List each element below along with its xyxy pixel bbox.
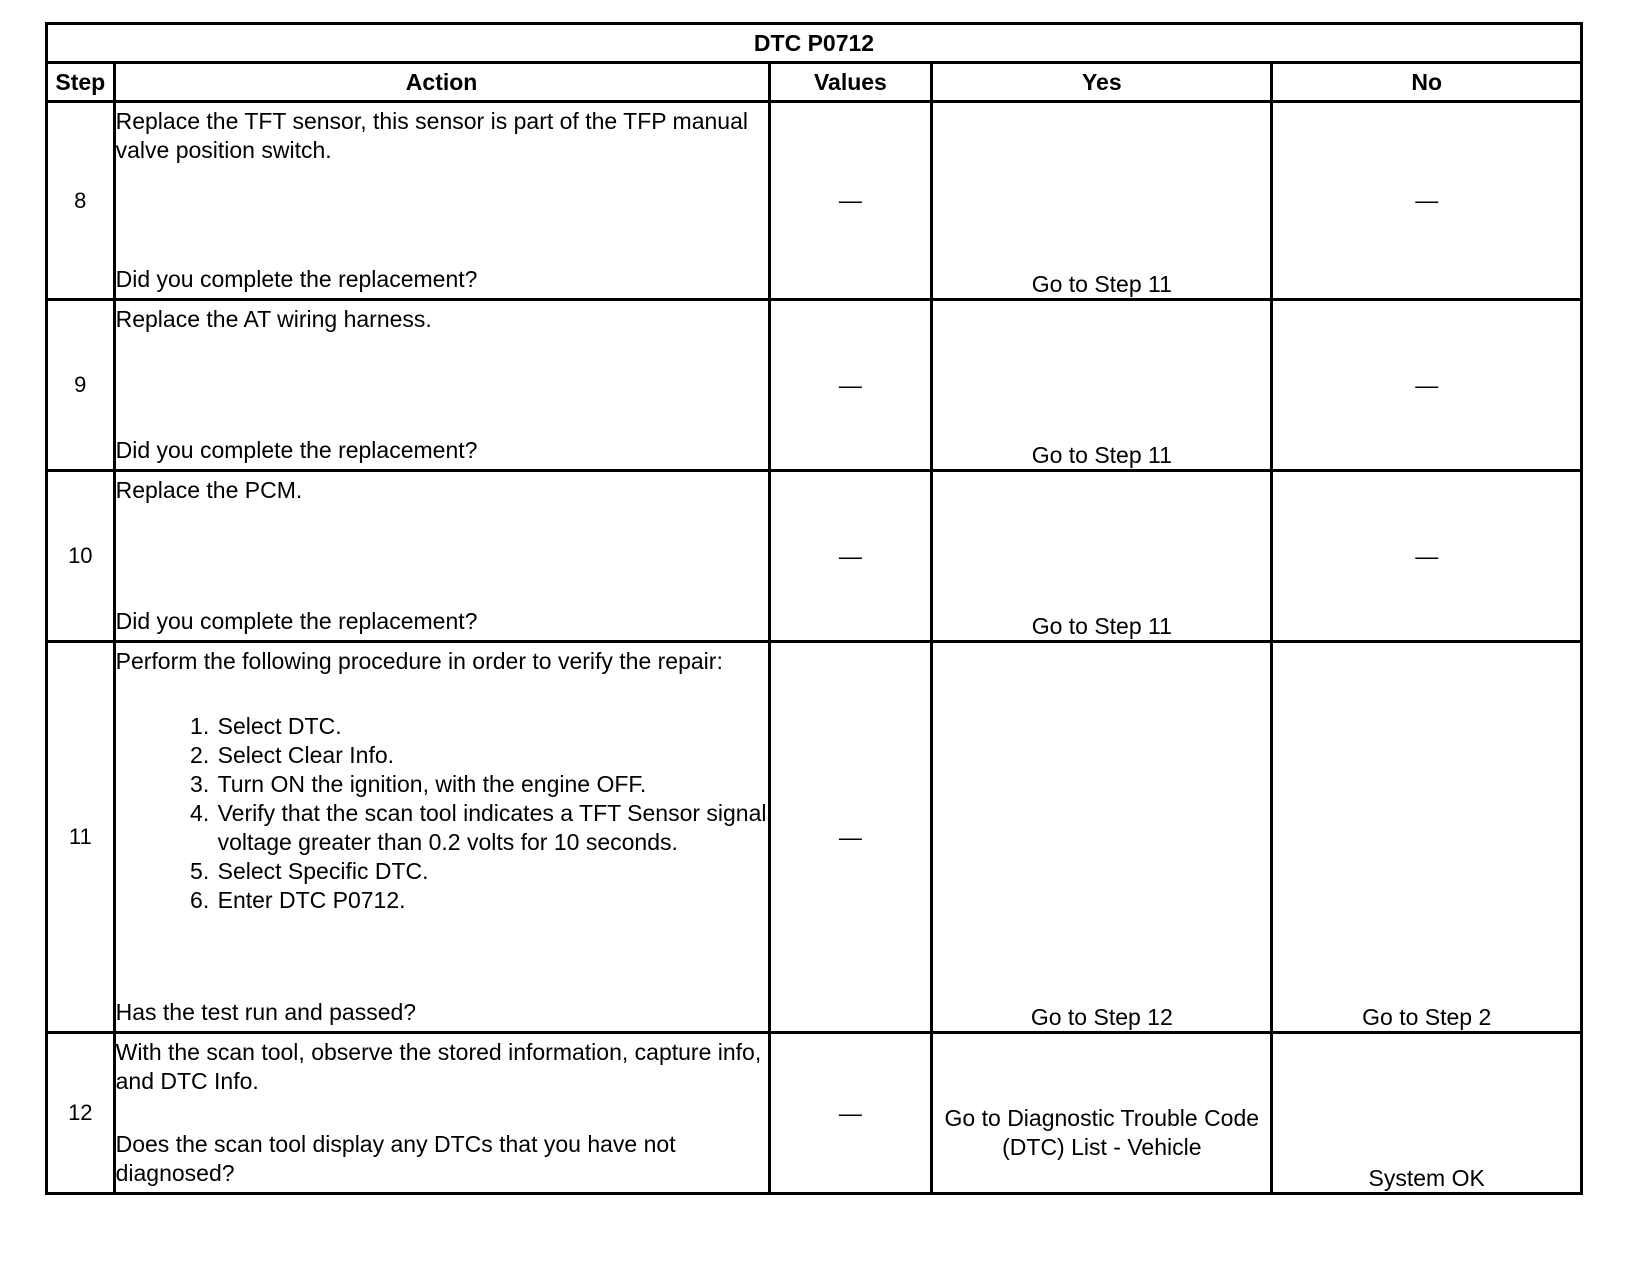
no-value: —: [1415, 187, 1439, 213]
step-number: 10: [47, 471, 115, 642]
action-text: Replace the PCM.: [115, 477, 303, 503]
values-cell: —: [769, 642, 932, 1033]
table-row: [47, 642, 1582, 1033]
header-action: Action: [114, 63, 769, 102]
procedure-step: 3. Turn ON the ignition, with the engine OFF.: [216, 770, 768, 799]
no-value: —: [1415, 542, 1439, 569]
procedure-step: 5. Select Specific DTC.: [216, 857, 768, 886]
procedure-step: 6. Enter DTC P0712.: [216, 886, 768, 915]
yes-link-cell: [932, 1033, 1272, 1194]
no-value: —: [1415, 371, 1439, 398]
header-yes: Yes: [932, 63, 1272, 102]
header-no: No: [1272, 63, 1582, 102]
table-row: [47, 102, 1582, 300]
table-row: [47, 1033, 1582, 1194]
action-cell: [114, 300, 769, 471]
procedure-step: 1. Select DTC.: [216, 712, 768, 741]
action-cell: [114, 1033, 769, 1194]
action-text: With the scan tool, observe the stored information, capture info, and DTC Info.: [115, 1039, 762, 1094]
title-row: [47, 24, 1582, 63]
action-cell: [114, 102, 769, 300]
step-number: 8: [47, 102, 115, 300]
action-question: Has the test run and passed?: [115, 999, 417, 1025]
step-number: 12: [47, 1033, 115, 1194]
dtc-procedure-table: [45, 22, 1583, 1195]
no-cell: [1272, 102, 1582, 300]
procedure-step: 2. Select Clear Info.: [216, 741, 768, 770]
table-row: [47, 471, 1582, 642]
header-values: Values: [769, 63, 932, 102]
values-cell: —: [769, 1033, 932, 1194]
no-result: System OK: [1272, 1033, 1582, 1194]
action-text: Replace the TFT sensor, this sensor is part of the TFP manual valve position switch.: [115, 108, 748, 163]
action-cell: [114, 642, 769, 1033]
yes-link[interactable]: Go to Step 11: [932, 471, 1272, 642]
action-cell: [114, 471, 769, 642]
header-step: Step: [47, 63, 115, 102]
table-row: [47, 300, 1582, 471]
no-cell: [1272, 300, 1582, 471]
yes-link[interactable]: Go to Step 11: [932, 300, 1272, 471]
no-link[interactable]: Go to Step 2: [1272, 642, 1582, 1033]
procedure-list: [116, 712, 768, 915]
values-cell: —: [769, 471, 932, 642]
action-question: Does the scan tool display any DTCs that you have not diagnosed?: [115, 1131, 676, 1186]
procedure-step: 4. Verify that the scan tool indicates a TFT Sensor signal voltage greater than 0.2 volts for 10 seconds.: [216, 799, 768, 857]
header-row: [47, 63, 1582, 102]
step-number: 9: [47, 300, 115, 471]
no-cell: [1272, 471, 1582, 642]
step-number: 11: [47, 642, 115, 1033]
action-question: Did you complete the replacement?: [115, 608, 478, 634]
values-cell: —: [769, 102, 932, 300]
values-cell: —: [769, 300, 932, 471]
table-title: DTC P0712: [47, 24, 1582, 63]
action-text: Replace the AT wiring harness.: [115, 306, 432, 332]
yes-link[interactable]: Go to Step 12: [932, 642, 1272, 1033]
yes-link[interactable]: Go to Step 11: [932, 102, 1272, 300]
yes-link[interactable]: Go to Diagnostic Trouble Code (DTC) List - Vehicle: [944, 1105, 1260, 1160]
action-question: Did you complete the replacement?: [115, 266, 478, 292]
action-question: Did you complete the replacement?: [115, 437, 478, 463]
action-text: Perform the following procedure in order to verify the repair:: [115, 648, 723, 674]
